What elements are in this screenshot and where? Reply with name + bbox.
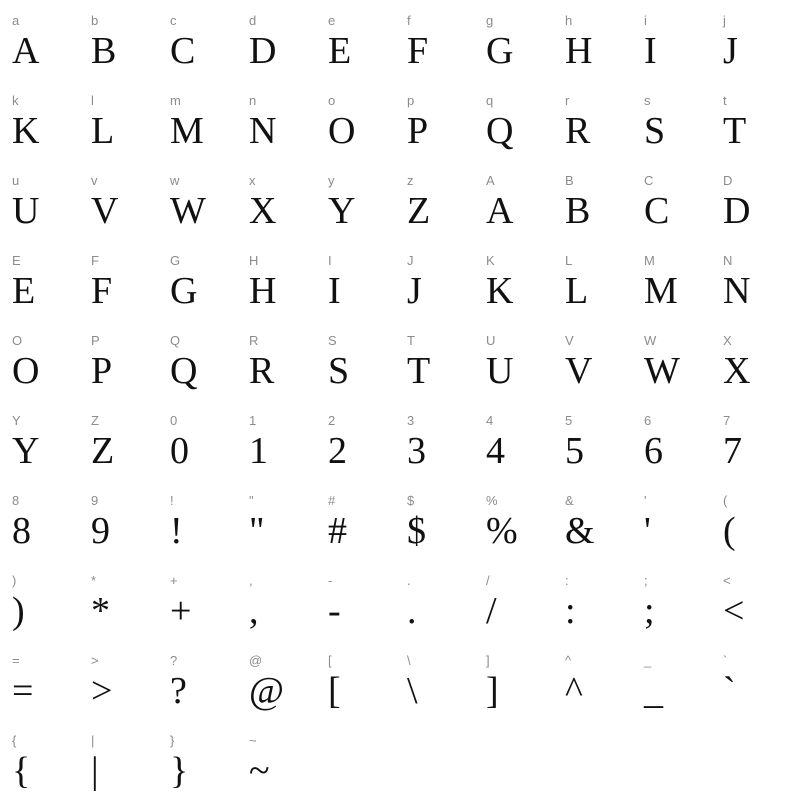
character-glyph: * xyxy=(91,590,110,632)
character-cell[interactable] xyxy=(247,490,326,570)
character-cell[interactable] xyxy=(721,410,800,490)
character-label: # xyxy=(328,493,336,508)
character-cell[interactable] xyxy=(168,490,247,570)
character-label: j xyxy=(723,13,727,28)
character-cell[interactable] xyxy=(168,250,247,330)
character-cell[interactable] xyxy=(405,250,484,330)
character-cell[interactable] xyxy=(484,650,563,730)
character-label: + xyxy=(170,573,178,588)
character-cell[interactable] xyxy=(89,730,168,810)
character-cell[interactable] xyxy=(484,410,563,490)
character-cell[interactable] xyxy=(168,330,247,410)
character-label: | xyxy=(91,733,95,748)
character-glyph: ? xyxy=(170,670,187,712)
character-cell[interactable] xyxy=(168,730,247,810)
character-cell[interactable] xyxy=(405,170,484,250)
character-cell[interactable] xyxy=(326,90,405,170)
character-cell[interactable] xyxy=(10,730,89,810)
character-glyph: 2 xyxy=(328,430,347,472)
character-label: u xyxy=(12,173,20,188)
character-label: , xyxy=(249,573,253,588)
character-label: $ xyxy=(407,493,415,508)
character-label: { xyxy=(12,733,17,748)
character-glyph: , xyxy=(249,590,259,632)
character-label: " xyxy=(249,493,254,508)
character-cell[interactable] xyxy=(563,570,642,650)
character-cell[interactable] xyxy=(10,490,89,570)
character-cell[interactable] xyxy=(721,250,800,330)
character-label: d xyxy=(249,13,257,28)
character-label: E xyxy=(12,253,21,268)
character-label: Y xyxy=(12,413,21,428)
character-label: 0 xyxy=(170,413,178,428)
character-cell[interactable] xyxy=(10,570,89,650)
character-label: Z xyxy=(91,413,100,428)
character-cell[interactable] xyxy=(247,90,326,170)
character-cell[interactable] xyxy=(10,90,89,170)
character-glyph: Y xyxy=(12,430,40,472)
character-cell[interactable] xyxy=(247,730,326,810)
character-row xyxy=(10,330,800,410)
character-cell[interactable] xyxy=(484,490,563,570)
character-glyph: ' xyxy=(644,510,651,552)
character-label: f xyxy=(407,13,411,28)
character-glyph: ~ xyxy=(249,750,270,792)
character-glyph: 6 xyxy=(644,430,663,472)
character-label: ( xyxy=(723,493,728,508)
character-glyph: I xyxy=(328,270,341,312)
character-glyph: W xyxy=(170,190,206,232)
character-glyph: A xyxy=(12,30,40,72)
character-glyph: E xyxy=(12,270,36,312)
character-label: Q xyxy=(170,333,181,348)
character-glyph: M xyxy=(170,110,204,152)
character-label: s xyxy=(644,93,651,108)
character-label: ~ xyxy=(249,733,257,748)
character-cell[interactable] xyxy=(563,650,642,730)
character-label: q xyxy=(486,93,494,108)
character-cell[interactable] xyxy=(168,650,247,730)
character-label: b xyxy=(91,13,99,28)
character-label: ) xyxy=(12,573,17,588)
character-label: h xyxy=(565,13,573,28)
character-glyph: C xyxy=(644,190,670,232)
character-cell[interactable] xyxy=(721,490,800,570)
character-glyph: T xyxy=(723,110,747,152)
character-glyph: 5 xyxy=(565,430,584,472)
character-label: < xyxy=(723,573,731,588)
character-glyph: O xyxy=(12,350,40,392)
character-label: z xyxy=(407,173,414,188)
character-label: L xyxy=(565,253,573,268)
character-glyph: P xyxy=(407,110,429,152)
character-cell[interactable] xyxy=(89,250,168,330)
character-label: ' xyxy=(644,493,647,508)
character-label: = xyxy=(12,653,20,668)
character-glyph: 4 xyxy=(486,430,505,472)
character-cell[interactable] xyxy=(484,250,563,330)
character-label: X xyxy=(723,333,732,348)
character-glyph: > xyxy=(91,670,113,712)
character-glyph: J xyxy=(407,270,422,312)
character-glyph: U xyxy=(486,350,514,392)
character-glyph: I xyxy=(644,30,657,72)
character-cell[interactable] xyxy=(405,90,484,170)
character-cell[interactable] xyxy=(563,90,642,170)
character-label: K xyxy=(486,253,495,268)
character-row xyxy=(10,170,800,250)
character-glyph: / xyxy=(486,590,497,632)
character-label: ] xyxy=(486,653,490,668)
character-cell[interactable] xyxy=(168,90,247,170)
character-label: R xyxy=(249,333,259,348)
character-glyph: C xyxy=(170,30,196,72)
character-glyph: @ xyxy=(249,670,284,712)
character-label: D xyxy=(723,173,733,188)
character-glyph: \ xyxy=(407,670,418,712)
character-glyph: G xyxy=(486,30,514,72)
character-glyph: L xyxy=(565,270,589,312)
character-cell[interactable] xyxy=(642,10,721,90)
character-glyph: Z xyxy=(407,190,431,232)
character-glyph: & xyxy=(565,510,595,552)
character-label: ? xyxy=(170,653,178,668)
character-label: 6 xyxy=(644,413,652,428)
character-cell[interactable] xyxy=(563,410,642,490)
character-cell[interactable] xyxy=(326,570,405,650)
character-cell[interactable] xyxy=(484,170,563,250)
character-cell[interactable] xyxy=(721,170,800,250)
character-cell[interactable] xyxy=(484,90,563,170)
character-cell[interactable] xyxy=(484,10,563,90)
character-glyph: # xyxy=(328,510,347,552)
character-label: J xyxy=(407,253,414,268)
character-cell[interactable] xyxy=(563,250,642,330)
character-cell[interactable] xyxy=(721,90,800,170)
character-glyph: . xyxy=(407,590,417,632)
character-cell[interactable] xyxy=(168,570,247,650)
character-cell[interactable] xyxy=(405,490,484,570)
character-glyph: = xyxy=(12,670,34,712)
character-cell[interactable] xyxy=(247,10,326,90)
character-label: m xyxy=(170,93,182,108)
character-glyph: R xyxy=(249,350,275,392)
character-label: x xyxy=(249,173,256,188)
character-glyph: H xyxy=(565,30,593,72)
character-glyph: M xyxy=(644,270,678,312)
character-cell[interactable] xyxy=(247,570,326,650)
character-glyph: : xyxy=(565,590,576,632)
character-label: t xyxy=(723,93,727,108)
character-glyph: Y xyxy=(328,190,356,232)
character-glyph: " xyxy=(249,510,265,552)
character-cell[interactable] xyxy=(168,10,247,90)
character-cell[interactable] xyxy=(247,650,326,730)
character-cell[interactable] xyxy=(563,490,642,570)
character-cell[interactable] xyxy=(642,490,721,570)
character-cell[interactable] xyxy=(642,250,721,330)
character-label: @ xyxy=(249,653,263,668)
character-glyph: | xyxy=(91,750,99,792)
character-label: : xyxy=(565,573,569,588)
character-cell[interactable] xyxy=(642,90,721,170)
character-label: % xyxy=(486,493,498,508)
character-label: > xyxy=(91,653,99,668)
character-glyph: O xyxy=(328,110,356,152)
character-label: 7 xyxy=(723,413,731,428)
character-row xyxy=(10,10,800,90)
character-cell[interactable] xyxy=(247,330,326,410)
character-glyph: K xyxy=(12,110,40,152)
character-glyph: + xyxy=(170,590,192,632)
character-glyph: B xyxy=(91,30,117,72)
character-label: 5 xyxy=(565,413,573,428)
character-label: H xyxy=(249,253,259,268)
character-cell[interactable] xyxy=(721,650,800,730)
character-label: [ xyxy=(328,653,332,668)
character-label: y xyxy=(328,173,335,188)
character-glyph: } xyxy=(170,750,189,792)
character-glyph: { xyxy=(12,750,31,792)
character-cell[interactable] xyxy=(563,330,642,410)
character-cell[interactable] xyxy=(247,170,326,250)
character-cell[interactable] xyxy=(326,170,405,250)
character-cell[interactable] xyxy=(326,250,405,330)
character-label: - xyxy=(328,573,333,588)
character-label: i xyxy=(644,13,648,28)
character-row xyxy=(10,410,800,490)
character-glyph: G xyxy=(170,270,198,312)
character-glyph: $ xyxy=(407,510,426,552)
character-cell[interactable] xyxy=(326,490,405,570)
character-cell[interactable] xyxy=(89,650,168,730)
character-label: F xyxy=(91,253,100,268)
character-label: C xyxy=(644,173,654,188)
character-cell[interactable] xyxy=(247,250,326,330)
character-glyph: F xyxy=(91,270,113,312)
character-cell[interactable] xyxy=(89,410,168,490)
character-label: 8 xyxy=(12,493,20,508)
character-cell[interactable] xyxy=(168,170,247,250)
character-cell[interactable] xyxy=(563,10,642,90)
character-glyph: - xyxy=(328,590,341,632)
character-cell[interactable] xyxy=(326,410,405,490)
character-label: P xyxy=(91,333,100,348)
character-cell[interactable] xyxy=(247,410,326,490)
character-glyph: U xyxy=(12,190,40,232)
character-cell[interactable] xyxy=(563,170,642,250)
character-label: / xyxy=(486,573,490,588)
character-cell[interactable] xyxy=(642,650,721,730)
character-label: N xyxy=(723,253,733,268)
character-cell[interactable] xyxy=(721,570,800,650)
character-glyph: V xyxy=(565,350,593,392)
character-glyph: ; xyxy=(644,590,655,632)
character-cell[interactable] xyxy=(89,330,168,410)
character-glyph: ] xyxy=(486,670,499,712)
character-glyph: T xyxy=(407,350,431,392)
character-glyph: ) xyxy=(12,590,25,632)
character-label: B xyxy=(565,173,574,188)
character-row xyxy=(10,90,800,170)
character-label: U xyxy=(486,333,496,348)
character-label: l xyxy=(91,93,95,108)
character-label: & xyxy=(565,493,574,508)
character-label: M xyxy=(644,253,656,268)
character-cell[interactable] xyxy=(642,330,721,410)
character-row xyxy=(10,490,800,570)
character-cell[interactable] xyxy=(642,410,721,490)
character-glyph: B xyxy=(565,190,591,232)
character-label: \ xyxy=(407,653,411,668)
character-glyph: D xyxy=(723,190,751,232)
character-cell[interactable] xyxy=(10,10,89,90)
character-label: o xyxy=(328,93,336,108)
character-label: 4 xyxy=(486,413,494,428)
character-cell[interactable] xyxy=(721,10,800,90)
character-label: 9 xyxy=(91,493,99,508)
character-cell[interactable] xyxy=(10,650,89,730)
character-cell[interactable] xyxy=(484,570,563,650)
character-glyph: < xyxy=(723,590,745,632)
character-glyph: 8 xyxy=(12,510,31,552)
character-glyph: 7 xyxy=(723,430,742,472)
character-glyph: ^ xyxy=(565,670,583,712)
character-cell[interactable] xyxy=(326,10,405,90)
character-glyph: D xyxy=(249,30,277,72)
character-glyph: W xyxy=(644,350,680,392)
character-cell[interactable] xyxy=(642,170,721,250)
character-label: ` xyxy=(723,653,728,668)
character-glyph: 1 xyxy=(249,430,268,472)
character-label: r xyxy=(565,93,570,108)
character-label: I xyxy=(328,253,332,268)
character-cell[interactable] xyxy=(405,410,484,490)
character-row xyxy=(10,650,800,730)
character-glyph: E xyxy=(328,30,352,72)
character-glyph: _ xyxy=(644,670,663,712)
character-glyph: V xyxy=(91,190,119,232)
character-glyph: ! xyxy=(170,510,183,552)
character-cell[interactable] xyxy=(10,170,89,250)
character-cell[interactable] xyxy=(89,570,168,650)
character-label: } xyxy=(170,733,175,748)
character-cell[interactable] xyxy=(484,330,563,410)
character-row xyxy=(10,250,800,330)
character-cell[interactable] xyxy=(10,250,89,330)
character-label: a xyxy=(12,13,20,28)
character-glyph: S xyxy=(328,350,350,392)
character-label: k xyxy=(12,93,19,108)
character-label: W xyxy=(644,333,657,348)
character-cell[interactable] xyxy=(405,570,484,650)
character-glyph: P xyxy=(91,350,113,392)
character-glyph: S xyxy=(644,110,666,152)
character-cell[interactable] xyxy=(10,410,89,490)
character-glyph: K xyxy=(486,270,514,312)
character-label: _ xyxy=(644,653,652,668)
character-glyph: 9 xyxy=(91,510,110,552)
character-glyph: Z xyxy=(91,430,115,472)
character-label: ; xyxy=(644,573,648,588)
character-glyph: [ xyxy=(328,670,341,712)
character-cell[interactable] xyxy=(405,330,484,410)
character-label: A xyxy=(486,173,495,188)
character-row xyxy=(10,730,800,810)
character-label: ! xyxy=(170,493,174,508)
character-label: p xyxy=(407,93,415,108)
character-glyph: Q xyxy=(170,350,198,392)
character-cell[interactable] xyxy=(89,10,168,90)
character-cell[interactable] xyxy=(10,330,89,410)
character-row xyxy=(10,570,800,650)
character-label: v xyxy=(91,173,98,188)
character-glyph: J xyxy=(723,30,738,72)
character-cell[interactable] xyxy=(405,10,484,90)
character-label: . xyxy=(407,573,411,588)
character-glyph: Q xyxy=(486,110,514,152)
character-glyph: R xyxy=(565,110,591,152)
character-label: S xyxy=(328,333,337,348)
character-glyph: H xyxy=(249,270,277,312)
character-glyph: ( xyxy=(723,510,736,552)
character-glyph: F xyxy=(407,30,429,72)
character-label: * xyxy=(91,573,97,588)
character-label: w xyxy=(170,173,180,188)
character-cell[interactable] xyxy=(89,170,168,250)
character-label: c xyxy=(170,13,177,28)
character-cell[interactable] xyxy=(89,90,168,170)
character-label: 3 xyxy=(407,413,415,428)
character-glyph: X xyxy=(249,190,277,232)
character-glyph: L xyxy=(91,110,115,152)
character-cell[interactable] xyxy=(642,570,721,650)
character-glyph: ` xyxy=(723,670,736,712)
character-glyph: X xyxy=(723,350,751,392)
character-cell[interactable] xyxy=(89,490,168,570)
character-label: e xyxy=(328,13,336,28)
character-glyph: 0 xyxy=(170,430,189,472)
character-label: n xyxy=(249,93,257,108)
character-cell[interactable] xyxy=(168,410,247,490)
character-cell[interactable] xyxy=(326,330,405,410)
character-label: T xyxy=(407,333,416,348)
character-glyph: N xyxy=(249,110,277,152)
character-glyph: A xyxy=(486,190,514,232)
character-label: 2 xyxy=(328,413,336,428)
character-glyph: % xyxy=(486,510,518,552)
character-cell[interactable] xyxy=(326,650,405,730)
character-label: O xyxy=(12,333,23,348)
character-glyph: N xyxy=(723,270,751,312)
character-label: V xyxy=(565,333,574,348)
character-label: g xyxy=(486,13,494,28)
character-cell[interactable] xyxy=(405,650,484,730)
character-label: ^ xyxy=(565,653,572,668)
character-glyph: 3 xyxy=(407,430,426,472)
character-cell[interactable] xyxy=(721,330,800,410)
character-label: G xyxy=(170,253,181,268)
character-label: 1 xyxy=(249,413,257,428)
